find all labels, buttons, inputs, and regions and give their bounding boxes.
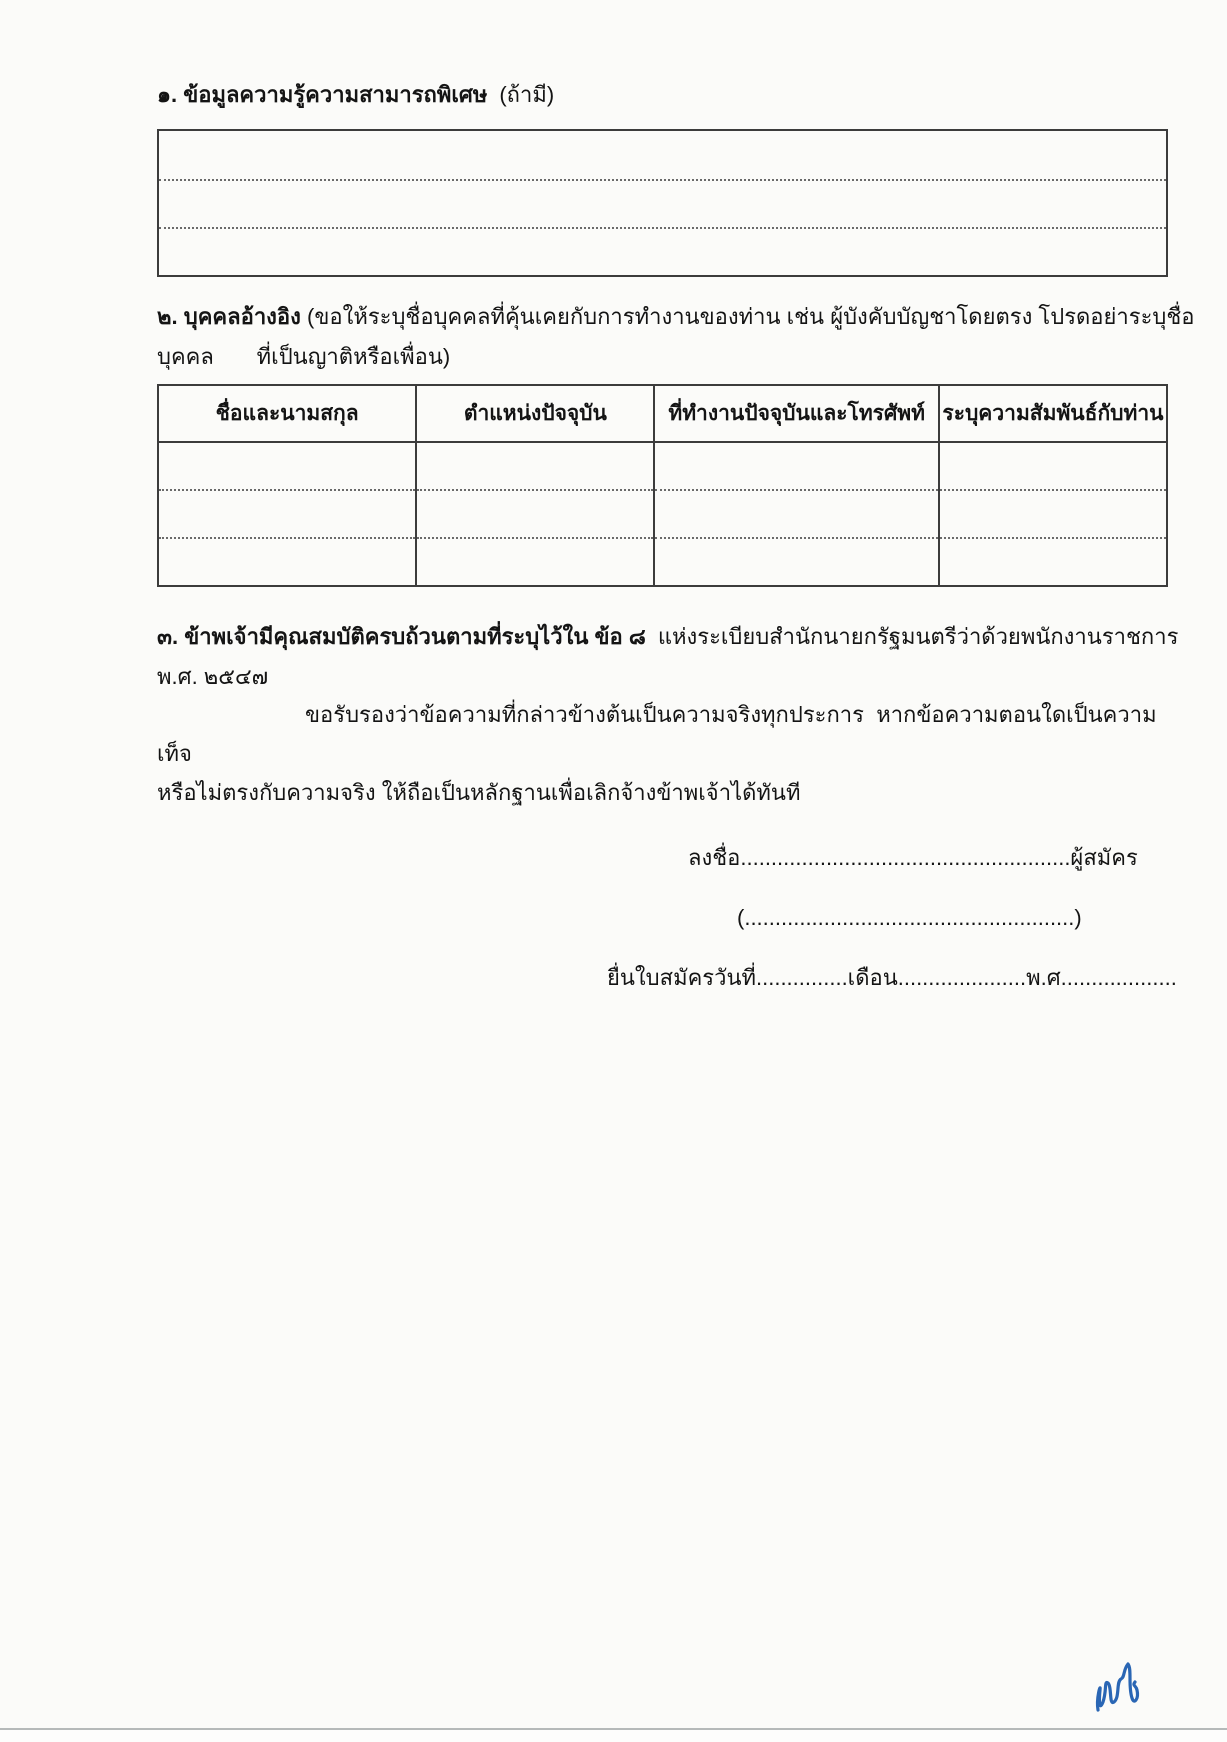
application-date-line: ยื่นใบสมัครวันที่...............เดือน.....................พ.ศ...................: [607, 965, 1177, 990]
table-cell: [654, 490, 939, 538]
declaration-line1-text: ขอรับรองว่าข้อความที่กล่าวข้างต้นเป็นความจริงทุกประการ หากข้อความตอนใดเป็นความเท็จ: [157, 702, 1157, 766]
section3-heading: [157, 617, 1178, 697]
references-table-header-workplace: ที่ทำงานปัจจุบันและโทรศัพท์: [654, 385, 939, 442]
table-cell: [158, 538, 416, 586]
sign-line: ลงชื่อ......................................................ผู้สมัคร: [688, 845, 1138, 870]
section1-heading-note: (ถ้ามี): [499, 82, 555, 107]
section1-heading-bold: ๑. ข้อมูลความรู้ความสามารถพิเศษ: [157, 82, 488, 107]
section2-heading-bold: ๒. บุคคลอ้างอิง: [157, 304, 301, 329]
table-cell: [654, 538, 939, 586]
section3-heading-bold: ๓. ข้าพเจ้ามีคุณสมบัติครบถ้วนตามที่ระบุไว้ใน ข้อ ๘: [157, 624, 646, 649]
table-row: [158, 442, 1167, 490]
references-table: [157, 384, 1168, 587]
special-skills-line-2: [159, 179, 1166, 227]
section2-heading: [157, 297, 1195, 377]
table-cell: [158, 442, 416, 490]
references-table-header-name: ชื่อและนามสกุล: [158, 385, 416, 442]
section3-heading-line1: [157, 617, 1178, 657]
table-cell: [939, 442, 1167, 490]
references-table-header-position: ตำแหน่งปัจจุบัน: [416, 385, 654, 442]
section3-heading-line2: พ.ศ. ๒๕๔๗: [157, 664, 269, 689]
table-cell: [416, 538, 654, 586]
table-row: [158, 490, 1167, 538]
section3-heading-normal: แห่งระเบียบสำนักนายกรัฐมนตรีว่าด้วยพนักงานราชการ: [657, 624, 1179, 649]
handwritten-signature-ink: [1088, 1652, 1148, 1722]
special-skills-line-3: [159, 227, 1166, 275]
table-cell: [416, 442, 654, 490]
special-skills-box: [157, 129, 1168, 277]
references-table-header-relationship: ระบุความสัมพันธ์กับท่าน: [939, 385, 1167, 442]
references-table-header-row: [158, 385, 1167, 442]
declaration-paragraph: [157, 695, 1175, 812]
table-cell: [939, 490, 1167, 538]
section2-heading-line1: [157, 297, 1195, 337]
declaration-line1: [157, 695, 1175, 773]
table-cell: [158, 490, 416, 538]
scanner-background: [0, 1730, 1227, 1742]
table-cell: [654, 442, 939, 490]
table-cell: [416, 490, 654, 538]
signature-squiggle-icon: [1088, 1652, 1148, 1722]
section1-heading: [157, 80, 554, 110]
declaration-line2: หรือไม่ตรงกับความจริง ให้ถือเป็นหลักฐานเพื่อเลิกจ้างข้าพเจ้าได้ทันที: [157, 780, 801, 805]
table-row: [158, 538, 1167, 586]
sign-name-line: (......................................................): [737, 905, 1082, 930]
table-cell: [939, 538, 1167, 586]
special-skills-line-1: [159, 131, 1166, 179]
section2-heading-line2: บุคคล ที่เป็นญาติหรือเพื่อน): [157, 344, 451, 369]
section2-heading-note1: (ขอให้ระบุชื่อบุคคลที่คุ้นเคยกับการทำงานของท่าน เช่น ผู้บังคับบัญชาโดยตรง โปรดอย่าระบุชื่อ: [307, 304, 1195, 329]
